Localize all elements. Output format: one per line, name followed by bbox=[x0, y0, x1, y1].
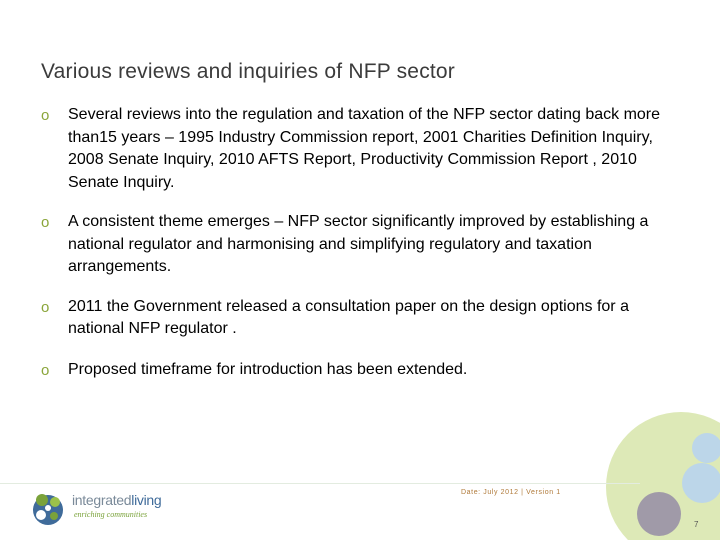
slide-title: Various reviews and inquiries of NFP sector bbox=[41, 60, 455, 83]
company-logo bbox=[30, 488, 160, 532]
logo-wordmark: integratedliving bbox=[72, 492, 162, 508]
bullet-item bbox=[41, 359, 681, 382]
logo-mark-icon bbox=[30, 488, 66, 528]
logo-tagline: enriching communities bbox=[74, 510, 148, 519]
page-number: 7 bbox=[694, 520, 699, 529]
bullet-marker-icon: o bbox=[41, 298, 50, 316]
bullet-marker-icon: o bbox=[41, 107, 50, 124]
bullet-marker-icon: o bbox=[41, 214, 50, 231]
bullet-item bbox=[41, 211, 681, 279]
bullet-text: 2011 the Government released a consultation paper on the design options for a national NFP regulator . bbox=[68, 297, 629, 337]
bullet-item bbox=[41, 296, 681, 341]
bullet-text: A consistent theme emerges – NFP sector significantly improved by establishing a national regulator and harmonising and simplifying regulatory and taxation arrangements. bbox=[68, 213, 649, 275]
footer-date-version: Date: July 2012 | Version 1 bbox=[461, 489, 561, 496]
bullet-text: Several reviews into the regulation and taxation of the NFP sector dating back more than15 years – 1995 Industry Commission report, 2001 Charities Definition Inquiry, 2008 Senate Inquiry, 2010 AFTS Report, Productivity Commission Report , 2010 Senate Inquiry. bbox=[68, 106, 661, 191]
decorative-circle-grey bbox=[637, 492, 681, 536]
footer-divider bbox=[0, 483, 640, 484]
decorative-circle-blue bbox=[682, 463, 720, 503]
bullet-text: Proposed timeframe for introduction has been extended. bbox=[68, 360, 468, 378]
bullet-item bbox=[41, 104, 681, 194]
bullet-marker-icon: o bbox=[41, 361, 50, 379]
bullet-list bbox=[41, 104, 681, 381]
decorative-circle-blue-small bbox=[692, 433, 720, 463]
